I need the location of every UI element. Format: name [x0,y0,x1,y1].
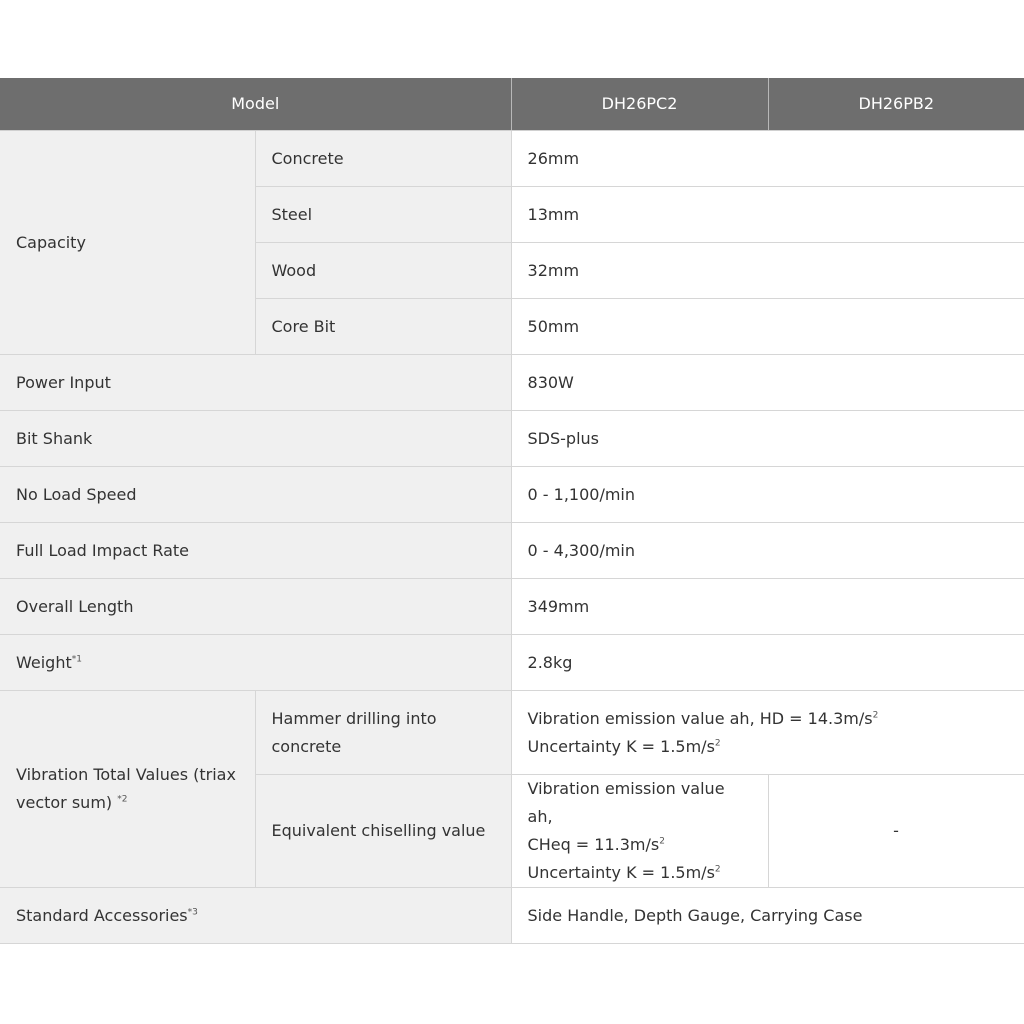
impact-rate-value: 0 - 4,300/min [511,523,1024,579]
capacity-wood-label: Wood [255,243,511,299]
accessories-footnote: *3 [187,907,198,918]
row-impact-rate [0,523,1024,579]
vibration-chisel-line3-text: Uncertainty K = 1.5m/s [527,863,715,882]
row-no-load-speed [0,467,1024,523]
overall-length-value: 349mm [511,579,1024,635]
vibration-chisel-value-dh26pb2: - [768,775,1024,888]
vibration-chisel-line2-sup: 2 [659,836,665,847]
vibration-chisel-line2-text: CHeq = 11.3m/s [527,835,660,854]
capacity-steel-label: Steel [255,187,511,243]
capacity-concrete-value: 26mm [511,131,1024,187]
row-weight [0,635,1024,691]
row-overall-length [0,579,1024,635]
power-input-value: 830W [511,355,1024,411]
impact-rate-label: Full Load Impact Rate [0,523,511,579]
bit-shank-label: Bit Shank [0,411,511,467]
vibration-hammer-value [511,691,1024,775]
vibration-hammer-label: Hammer drilling into concrete [255,691,511,775]
vibration-hammer-line2-sup: 2 [714,738,721,749]
no-load-speed-label: No Load Speed [0,467,511,523]
capacity-concrete-label: Concrete [255,131,511,187]
weight-label: Weight [16,652,72,672]
row-capacity-concrete [0,131,1024,187]
weight-footnote: *1 [71,654,82,665]
bit-shank-value: SDS-plus [511,411,1024,467]
row-bit-shank [0,411,1024,467]
weight-label-cell [0,635,511,691]
capacity-wood-value: 32mm [511,243,1024,299]
vibration-chisel-value-dh26pc2 [511,775,768,888]
capacity-label: Capacity [0,131,255,355]
vibration-hammer-line1-sup: 2 [872,710,879,721]
header-row [0,78,1024,131]
capacity-steel-value: 13mm [511,187,1024,243]
vibration-chisel-line2 [528,831,752,859]
row-accessories [0,888,1024,944]
spec-table-container [0,78,1024,944]
accessories-value: Side Handle, Depth Gauge, Carrying Case [511,888,1024,944]
vibration-hammer-line2-text: Uncertainty K = 1.5m/s [527,736,715,756]
vibration-chisel-label: Equivalent chiselling value [255,775,511,888]
header-model: Model [0,78,511,131]
vibration-footnote: *2 [117,794,128,805]
accessories-label-cell [0,888,511,944]
row-power-input [0,355,1024,411]
vibration-hammer-line2 [528,733,1008,761]
vibration-chisel-line3 [528,859,752,887]
vibration-hammer-line1 [528,705,1008,733]
overall-length-label: Overall Length [0,579,511,635]
capacity-core-bit-value: 50mm [511,299,1024,355]
power-input-label: Power Input [0,355,511,411]
row-vibration-hammer [0,691,1024,775]
weight-value: 2.8kg [511,635,1024,691]
header-model-dh26pc2: DH26PC2 [511,78,768,131]
specification-table [0,78,1024,944]
vibration-label: Vibration Total Values (triax vector sum) [16,765,236,812]
no-load-speed-value: 0 - 1,100/min [511,467,1024,523]
vibration-chisel-line1: Vibration emission value ah, [527,779,725,826]
vibration-chisel-line3-sup: 2 [714,864,721,875]
vibration-label-cell [0,691,255,888]
header-model-dh26pb2: DH26PB2 [768,78,1024,131]
capacity-core-bit-label: Core Bit [255,299,511,355]
accessories-label: Standard Accessories [16,905,188,925]
vibration-hammer-line1-text: Vibration emission value ah, HD = 14.3m/s [527,708,873,728]
